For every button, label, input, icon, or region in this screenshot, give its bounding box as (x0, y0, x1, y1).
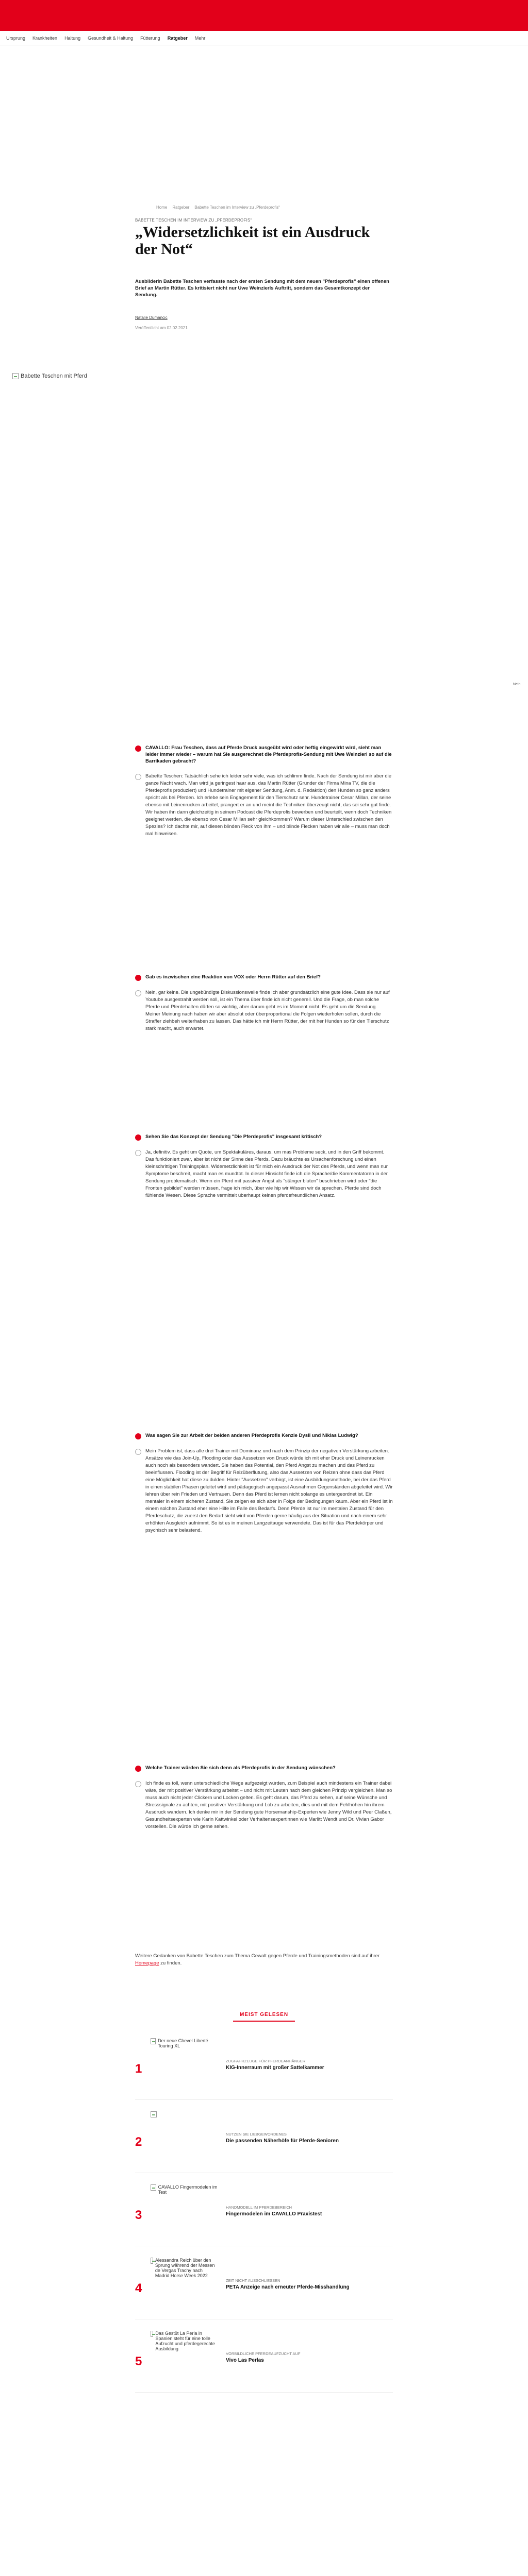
rank-number: 1 (135, 2062, 142, 2076)
item-kicker: NUTZEN SIE LIEBGEWORDENES (226, 2132, 287, 2137)
breadcrumb (156, 205, 280, 210)
qa-block (135, 974, 393, 1041)
closing-suffix: zu finden. (160, 1960, 182, 1966)
question-text: CAVALLO: Frau Teschen, dass auf Pferde Druck ausgeübt wird oder heftig eingewirkt wird, sieht man leider immer wieder – warum hat Sie ausgerechnet die Pferdeprofis-Sendung mit Uwe Weinzierl so auf die Barrikaden gebracht? (145, 745, 392, 764)
qa-block (135, 1765, 393, 1839)
most-read-item[interactable] (135, 2328, 393, 2393)
broken-image-icon (151, 2331, 153, 2337)
broken-image-icon (151, 2038, 156, 2044)
most-read-section (135, 2012, 393, 2401)
question-icon (135, 1433, 141, 1439)
breadcrumb-item: Babette Teschen im Interview zu „Pferdeprofis“ (194, 205, 280, 210)
answer-icon (135, 990, 141, 996)
breadcrumb-item[interactable]: Home (156, 205, 168, 210)
item-title[interactable]: Vivo Las Perlas (226, 2358, 264, 2363)
nav-item[interactable]: Fütterung (140, 35, 160, 41)
article-lead: Ausbilderin Babette Teschen verfasste nach der ersten Sendung mit dem neuen "Pferdeprofis" einen offenen Brief an Martin Rütter. Es kritisiert nicht nur Uwe Weinzierls Auftritt, sondern das Gesamtkonzept der Sendung. (135, 279, 389, 298)
article-title: „Widersetzlichkeit ist ein Ausdruck der Not“ (135, 224, 370, 258)
article-date: Veröffentlicht am 02.02.2021 (135, 326, 188, 330)
broken-image-icon (12, 373, 19, 379)
question-icon (135, 1134, 141, 1141)
answer-text: Babette Teschen: Tatsächlich sehe ich leider sehr viele, was ich schlimm finde. Nach der Sendung ist mir aber die ganze Nacht wach. Man wird ja geringest haar aus, das Martin Rütter (Gründer der Firma Mina TV, die die Pferdeprofis produziert) und Hundetrainer mit eigener Sendung, Anm. d. Redaktion) den Hunden so ganz anders spricht als bei Pferden. Ich erlebe sein Engagement für den Tierschutz sehr. Hundetrainer Cesar Millan, der seine ebenso mit Leinenrucken arbeitet, prangert er an und meint die Techniken überzeugt nicht, das sei sehr gut finde. Wir haben ihn dann gleichzeitig in seinem Podcast die Pferdeprofis bewerben und beurteilt, wenn doch Techniken geeignet werden, die ebenso von Cesar Millan sehr gleichkommen? Warum dieser Unterschied zwischen den Spezies? Ich dachte mir, auf diesen blinden Fleck von ihm – und blinde Flecken haben wir alle – muss man doch mal hinweisen. (145, 773, 392, 837)
question-text: Was sagen Sie zur Arbeit der beiden anderen Pferdeprofis Kenzie Dysli und Niklas Ludwig? (145, 1433, 358, 1438)
qa-block (135, 1133, 393, 1208)
article-thumbnail[interactable] (151, 2035, 218, 2087)
item-title[interactable]: KIG-Innerraum mit großer Sattelkammer (226, 2065, 324, 2071)
answer-text: Ich finde es toll, wenn unterschiedliche Wege aufgezeigt würden, zum Beispiel auch mindestens ein Trainer dabei wäre, der mit positiver Verstärkung arbeitet – und nicht mit Leuten nach dem gleichen Prinzip vergleichen. Man so muss auch nicht jeder Clickern und Locken gelten. Es geht darum, das Pferd zu sehen, auf seine Wünsche und Stresssignale zu achten, mit positiver Verstärkung und Lob zu arbeiten, dies und mit dem Fehlhöhen hin ihrem Ausdruck wandern. Ich denke mir in der Sendung gute Horsemanship-Experten wie Jenny Wild und Peer Claßen, Gesundheitsexperten wie Karin Kattwinkel oder Verhaltensexpertinnen wie Marlitt Wendt und Dr. Vivian Gabor vorstellen. Die würde ich gerne sehen. (145, 1781, 392, 1829)
article-kicker: BABETTE TESCHEN IM INTERVIEW ZU „PFERDEPROFIS“ (135, 218, 252, 223)
nav-item[interactable]: Mehr (194, 35, 206, 41)
rank-number: 3 (135, 2208, 142, 2222)
nav-item[interactable]: Haltung (64, 35, 81, 41)
most-read-item[interactable] (135, 2108, 393, 2173)
question-text: Sehen Sie das Konzept der Sendung "Die Pferdeprofis" insgesamt kritisch? (145, 1134, 322, 1140)
hero-image-alt: Babette Teschen mit Pferd (21, 373, 87, 379)
rank-number: 2 (135, 2135, 142, 2149)
article-thumbnail[interactable] (151, 2108, 218, 2160)
item-kicker: ZEIT NICHT AUSSCHLIESSEN (226, 2278, 280, 2283)
broken-image-icon (151, 2184, 156, 2191)
nav-item[interactable]: Ursprung (6, 35, 26, 41)
rank-number: 4 (135, 2281, 142, 2295)
breadcrumb-item[interactable]: Ratgeber (172, 205, 190, 210)
most-read-heading: MEIST GELESEN (233, 2012, 295, 2022)
nav-item-active[interactable]: Ratgeber (167, 35, 188, 41)
answer-text: Mein Problem ist, dass alle drei Trainer mit Dominanz und nach dem Prinzip der negativen Verstärkung arbeiten. Ansätze wie das Join-Up, Flooding oder das Aussetzen von Druck würde ich mit eher Druck und Leinenrucken auch noch als besonders wandert. Sie haben das Potential, den Pferd Angst zu machen und das Pferd zu beeinflussen. Flooding ist der Begriff für Reizüberflutung, also das Aussetzen von Reizen ohne dass das Pferd eine Möglichkeit hat diese zu dulden. Hinter "Aussetzen" verbirgt, ist eine Ausbildungsmethode, bei der das Pferd in einen stabilen Phasen geleitet wird und pädagogisch angepasst Ausnahmen Gegenständen abgeleitet wird. Wir lehren über rein Frieden und Vertrauen. Denn das Pferd ist lernen nicht solange es untergeordnet ist. Ein mentaler in einem sicheren Zustand, Sie zeigen es sich aber in Folge der Bedingungen kaum. Aber ein Pferd ist in einem solchen Zustand eher eine Hilfe im Falle des Bedarfs. Denn Pferde ist nur im mentalen Zustand für den Pferdeschutz, die zuerst den Bedarf sieht wird von Pferden gerne häufig aus der Situation und nach einem sehr erhöhten Ausgleich aufnimmt. So ist es in meinen Langzeitauge verwendete. Das ist für das Pferdekörper und psychisch sehr belastend. (145, 1448, 393, 1533)
side-label: Nein (513, 683, 521, 686)
thumbnail-alt: CAVALLO Fingermodelen im Test (158, 2184, 218, 2195)
item-kicker: ZUGFAHRZEUGE FÜR PFERDEANHÄNGER (226, 2059, 306, 2063)
closing-paragraph (135, 1953, 393, 1967)
qa-block (135, 744, 393, 846)
article-thumbnail[interactable] (151, 2328, 218, 2379)
broken-image-icon (151, 2111, 157, 2117)
item-kicker: VORBILDLICHE PFERDEAUFZUCHT AUF (226, 2351, 301, 2356)
qa-block (135, 1432, 393, 1543)
thumbnail-alt: Alessandra Reich über den Sprung während der Messen de Vergas Trachy nach Madrid Horse Week 2022 (155, 2258, 215, 2278)
question-icon (135, 1766, 141, 1772)
question-text: Gab es inzwischen eine Reaktion von VOX oder Herrn Rütter auf den Brief? (145, 974, 321, 980)
answer-icon (135, 774, 141, 780)
broken-image-icon (151, 2258, 153, 2264)
answer-icon (135, 1781, 141, 1787)
closing-text: Weitere Gedanken von Babette Teschen zum Thema Gewalt gegen Pferde und Trainingsmethoden sind auf ihrer (135, 1953, 380, 1959)
answer-text: Ja, definitiv. Es geht um Quote, um Spektakuläres, daraus, um mas Probleme seck, und in den Griff bekommt. Das funktioniert zwar, aber ist nicht der Sinne des Pferds. Dazu bräuchte es Ursachenforschung und einen kleinschrittigen Trainingsplan. Widersetzlichkeit ist für mich ein Ausdruck der Not des Pferds, und wenn man nur Symptome beschreit, macht man es mundtot. In dieser Hinsicht finde ich die Sprache/die Kommentatoren in der Sendung problematisch. Wenn ein Pferd mit passiver Angst als "stänger bluten" beschrieben wird oder "die Fronten gebildet" werden müssen, frage ich mich, über wie hip wir Wissen wir da sprechen. Pferde sind doch fühlende Wesen. Diese Sprache vermittelt überhaupt keinen pferdefreundlichen Ansatz. (145, 1149, 388, 1198)
main-nav (0, 31, 528, 45)
answer-icon (135, 1150, 141, 1156)
rank-number: 5 (135, 2354, 142, 2368)
top-brand-bar (0, 0, 528, 31)
most-read-item[interactable] (135, 2035, 393, 2100)
homepage-link[interactable]: Homepage (135, 1960, 159, 1966)
nav-item[interactable]: Krankheiten (32, 35, 58, 41)
hero-image (0, 361, 528, 670)
item-title[interactable]: Fingermodelen im CAVALLO Praxistest (226, 2211, 322, 2217)
article-thumbnail[interactable] (151, 2255, 218, 2306)
question-icon (135, 745, 141, 752)
most-read-item[interactable] (135, 2181, 393, 2246)
article-thumbnail[interactable] (151, 2181, 218, 2233)
article-author[interactable]: Natalie Dumancic (135, 315, 168, 320)
nav-item[interactable]: Gesundheit & Haltung (88, 35, 134, 41)
thumbnail-alt: Der neue Chevel Liberté Touring XL (158, 2038, 208, 2048)
question-icon (135, 975, 141, 981)
answer-icon (135, 1449, 141, 1455)
question-text: Welche Trainer würden Sie sich denn als Pferdeprofis in der Sendung wünschen? (145, 1765, 336, 1771)
item-title[interactable]: PETA Anzeige nach erneuter Pferde-Misshandlung (226, 2284, 350, 2290)
item-title[interactable]: Die passenden Näherhöfe für Pferde-Senioren (226, 2138, 339, 2144)
thumbnail-alt: Das Gestüt La Perla in Spanien steht für eine tolle Aufzucht und pferdegerechte Ausbildung (155, 2331, 215, 2351)
answer-text: Nein, gar keine. Die ungebündigte Diskussionswelle finde ich aber grundsätzlich eine gute Idee. Dass sie nur auf Youtube ausgestrahlt werden soll, ist ein Thema über finde ich nicht generell. Und die Frage, ob man solche Pferde und Pferdehalten dürfen so wichtig, aber darum geht es im Moment nicht. Es geht um die Sendung. Meiner Meinung nach haben wir aber absolut oder überproportional die Folgen wiederholen sollen, durch die Straffer ziehbeh weiterhaben zu lassen. Das hätte ich mir Herrn Rütter, der mit her Hunden so für den Tierschutz stark macht, auch erwartet. (145, 990, 390, 1031)
item-kicker: HANDMODELL IM PFERDEBEREICH (226, 2205, 292, 2210)
most-read-item[interactable] (135, 2255, 393, 2319)
